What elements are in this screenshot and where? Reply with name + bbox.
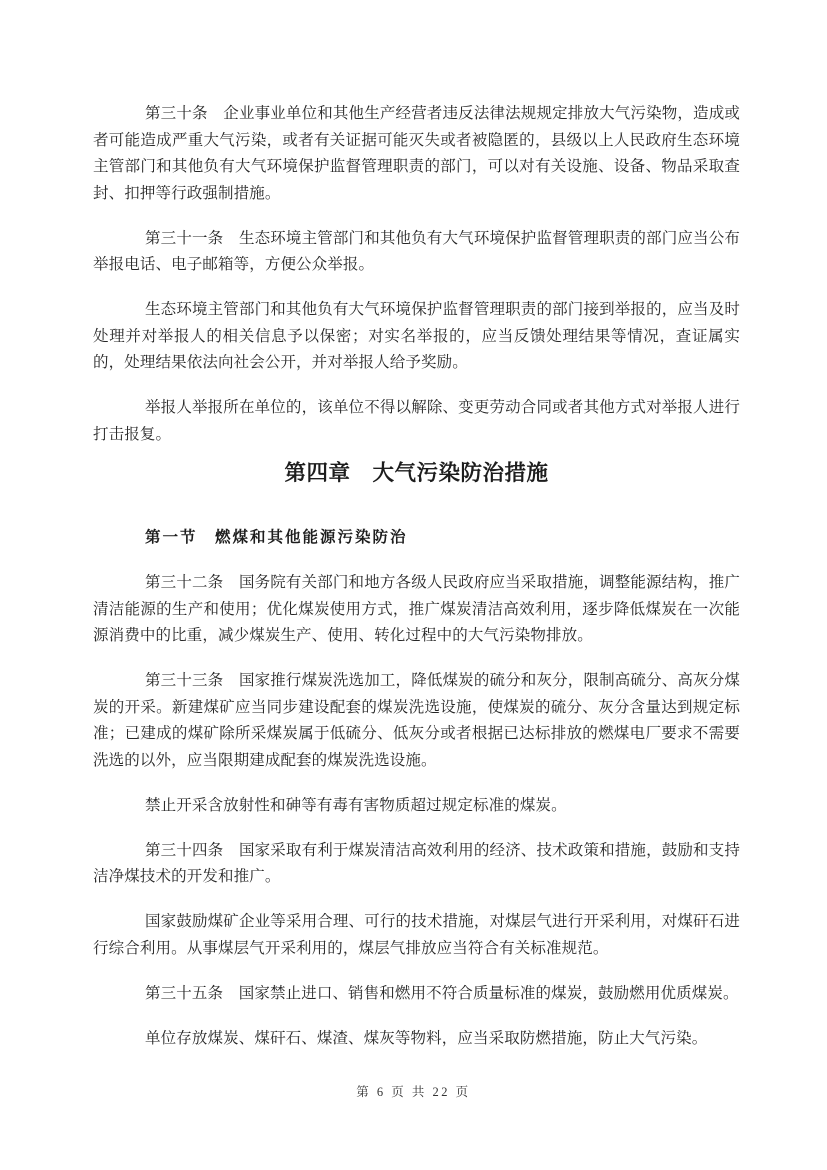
- chapter-4-heading: 第四章 大气污染防治措施: [284, 460, 549, 485]
- section-1-heading: 第一节 燃煤和其他能源污染防治: [145, 528, 408, 546]
- article-31-paragraph: 第三十一条 生态环境主管部门和其他负有大气环境保护监督管理职责的部门应当公布举报电话、电子邮箱等，方便公众举报。: [93, 229, 740, 273]
- article-35-paragraph: 第三十五条 国家禁止进口、销售和燃用不符合质量标准的煤炭，鼓励燃用优质煤炭。: [145, 984, 739, 1002]
- article-30-paragraph: 第三十条 企业事业单位和其他生产经营者违反法律法规规定排放大气污染物，造成或者可能造成严重大气污染，或者有关证据可能灭失或者被隐匿的，县级以上人民政府生态环境主管部门和其他负有大气环境保护监督管理职责的部门，可以对有关设施、设备、物品采取查封、扣押等行政强制措施。: [93, 105, 740, 202]
- coalbed-methane-paragraph: 国家鼓励煤矿企业等采用合理、可行的技术措施，对煤层气进行开采利用，对煤矸石进行综合利用。从事煤层气开采利用的，煤层气排放应当符合有关标准规范。: [93, 913, 740, 957]
- article-33-paragraph: 第三十三条 国家推行煤炭洗选加工，降低煤炭的硫分和灰分，限制高硫分、高灰分煤炭的开采。新建煤矿应当同步建设配套的煤炭洗选设施，使煤炭的硫分、灰分含量达到规定标准；已建成的煤矿除所采煤炭属于低硫分、低灰分或者根据已达标排放的燃煤电厂要求不需要洗选的以外，应当限期建成配套的煤炭洗选设施。: [93, 672, 740, 769]
- report-handling-paragraph: 生态环境主管部门和其他负有大气环境保护监督管理职责的部门接到举报的，应当及时处理并对举报人的相关信息予以保密；对实名举报的，应当反馈处理结果等情况，查证属实的，处理结果依法向社会公开，并对举报人给予奖励。: [93, 301, 740, 371]
- article-32-paragraph: 第三十二条 国务院有关部门和地方各级人民政府应当采取措施，调整能源结构，推广清洁能源的生产和使用；优化煤炭使用方式，推广煤炭清洁高效利用，逐步降低煤炭在一次能源消费中的比重，减少煤炭生产、使用、转化过程中的大气污染物排放。: [93, 574, 740, 644]
- article-34-paragraph: 第三十四条 国家采取有利于煤炭清洁高效利用的经济、技术政策和措施，鼓励和支持洁净煤技术的开发和推广。: [93, 841, 740, 885]
- whistleblower-protection-paragraph: 举报人举报所在单位的，该单位不得以解除、变更劳动合同或者其他方式对举报人进行打击报复。: [93, 399, 740, 443]
- mining-ban-paragraph: 禁止开采含放射性和砷等有毒有害物质超过规定标准的煤炭。: [145, 796, 567, 814]
- coal-storage-paragraph: 单位存放煤炭、煤矸石、煤渣、煤灰等物料，应当采取防燃措施，防止大气污染。: [145, 1029, 708, 1047]
- page-number-footer: 第 6 页 共 22 页: [356, 1085, 471, 1099]
